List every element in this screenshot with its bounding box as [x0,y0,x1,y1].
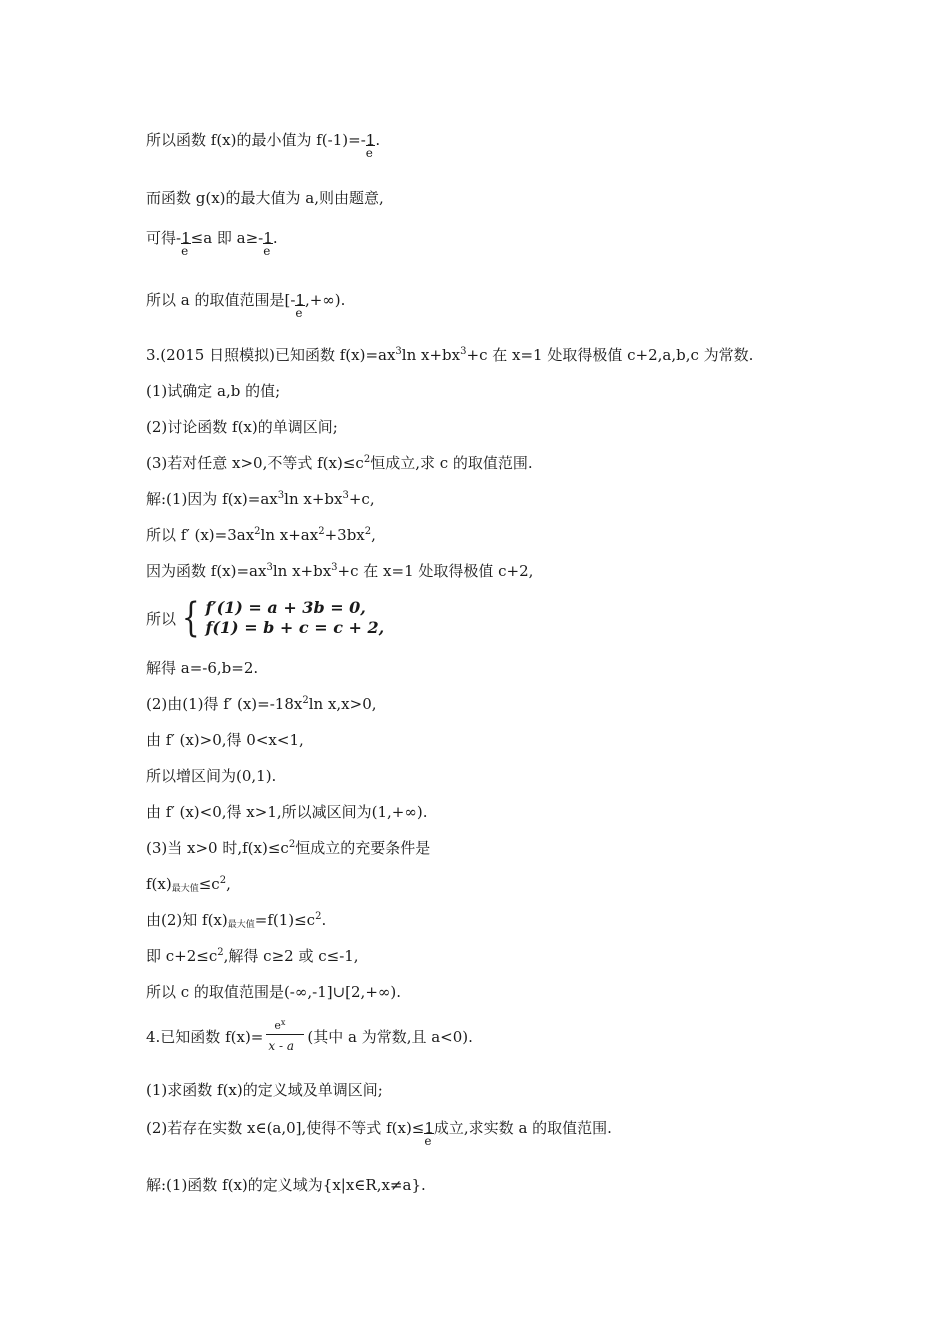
text: , [226,875,231,893]
text: 恒成立,求 c 的取值范围. [370,454,533,472]
text: 4.已知函数 f(x)= [146,1028,264,1046]
text-line [146,838,430,858]
fraction [365,130,376,160]
denominator: e [263,244,271,258]
superscript: 2 [363,454,371,465]
numerator: 1 [424,1119,434,1137]
text: 解得 a=-6,b=2. [146,659,259,677]
text: +3bx [324,526,365,544]
text: 恒成立的充要条件是 [295,839,431,857]
denominator: e [181,244,189,258]
text: (2)由(1)得 f′ (x)=-18x [146,695,303,713]
text: (1)试确定 a,b 的值; [146,382,281,400]
text: 解:(1)因为 f(x)=ax [146,490,278,508]
text: ln x+ax [260,526,319,544]
superscript: 3 [266,562,273,573]
text-line [146,874,231,894]
numerator: 1 [263,229,273,247]
text: , [371,526,376,544]
brace-icon: { [181,595,200,641]
superscript: 2 [318,526,325,537]
text: ln x+bx [284,490,343,508]
text: 解:(1)函数 f(x)的定义域为{x|x∈R,x≠a}. [146,1176,426,1194]
text: 由 f′ (x)<0,得 x>1,所以减区间为(1,+∞). [146,803,428,821]
text: 因为函数 f(x)=ax [146,562,267,580]
text-line: 所以函数 f(x)的最小值为 $f(-1)=-\frac{1}{e}$ . [146,131,381,160]
superscript: 3 [460,346,467,357]
superscript: 2 [217,947,224,958]
superscript: 2 [364,526,372,537]
text: +c, [348,490,375,508]
text-line [146,1080,383,1100]
denominator: e [424,1134,432,1148]
text-line [146,188,384,208]
superscript: 2 [288,839,296,850]
text: e [274,1019,281,1032]
fraction [263,228,273,258]
text: (1)求函数 f(x)的定义域及单调区间; [146,1081,383,1099]
fraction [424,1118,434,1148]
superscript: 2 [254,526,261,537]
text: ,解得 c≥2 或 c≤-1, [223,947,359,965]
text: 成立,求实数 a 的取值范围. [433,1119,612,1137]
text: +c 在 x=1 处取得极值 c+2, [337,562,534,580]
text: (2)若存在实数 x∈(a,0],使得不等式 f(x)≤ [146,1119,425,1137]
text: 可得- [146,229,182,247]
text-line [146,694,377,714]
fraction [266,1018,304,1053]
numerator: 1 [365,131,376,149]
text: f(x) [146,875,172,893]
denominator: e [365,146,373,160]
denominator: x - a [268,1039,294,1053]
subscript: 最大值 [171,884,199,894]
text: 由(2)知 f(x) [146,911,228,929]
text: =f(1)≤c [254,911,316,929]
text-line [146,766,276,786]
superscript: 2 [219,875,227,886]
numerator: 1 [181,229,191,247]
superscript: 2 [302,695,309,706]
superscript: 2 [315,911,322,922]
question-4 [146,1018,473,1053]
text-line [146,525,376,545]
text: ln x+bx [272,562,332,580]
text-line [146,946,359,966]
equation-system [146,595,385,641]
text-line [146,910,326,930]
superscript: 3 [331,562,338,573]
text: ,+∞). [304,291,346,309]
equation-1: f′(1) = a + 3b = 0, [205,598,366,617]
text: 即 c+2≤c [146,947,218,965]
text-line [146,381,280,401]
text-line [146,802,428,822]
text: 所以 a 的取值范围是[- [146,291,296,309]
numerator: 1 [295,291,305,309]
text: (其中 a 为常数,且 a<0). [307,1028,473,1046]
text: ≤c [198,875,220,893]
text: (2)讨论函数 f(x)的单调区间; [146,418,338,436]
denominator: e [295,306,303,320]
fraction [181,228,191,258]
text: 所以增区间为(0,1). [146,767,277,785]
text: 所以函数 f(x)的最小值为 f(-1)=- [146,131,366,149]
text: 所以 c 的取值范围是(-∞,-1]∪[2,+∞). [146,983,402,1001]
text: (3)若对任意 x>0,不等式 f(x)≤c [146,454,364,472]
equations [205,598,384,638]
text-line [146,658,258,678]
text: 3.(2015 日照模拟)已知函数 f(x)=ax [146,346,396,364]
text: 由 f′ (x)>0,得 0<x<1, [146,731,304,749]
text-line [146,982,401,1002]
superscript: 3 [395,346,402,357]
text: 所以 f′ (x)=3ax [146,526,255,544]
text-line [146,730,304,750]
text: (3)当 x>0 时,f(x)≤c [146,839,289,857]
text: . [321,911,327,929]
text-line [146,417,338,437]
text: ≤a 即 a≥- [190,229,264,247]
question-3 [146,345,753,365]
text-line: 可得$-\frac{1}{e}$ ≤a 即 $a\ge-\frac{1}{e}$ . [146,229,278,258]
numerator [274,1016,285,1036]
superscript: x [280,1018,286,1027]
superscript: 3 [277,490,285,501]
text-line [146,489,375,509]
text-line [146,290,346,320]
text: 所以 [146,609,177,628]
text: ln x,x>0, [308,695,377,713]
text-line [146,1175,426,1195]
superscript: 3 [342,490,349,501]
equation-2: f(1) = b + c = c + 2, [205,618,385,637]
text: 而函数 g(x)的最大值为 a,则由题意, [146,189,384,207]
fraction [295,290,305,320]
text-line [146,561,533,581]
text-line [146,453,533,473]
subscript: 最大值 [227,920,255,930]
text: +c 在 x=1 处取得极值 c+2,a,b,c 为常数. [466,346,754,364]
text-line [146,1118,612,1148]
text: ln x+bx [401,346,461,364]
